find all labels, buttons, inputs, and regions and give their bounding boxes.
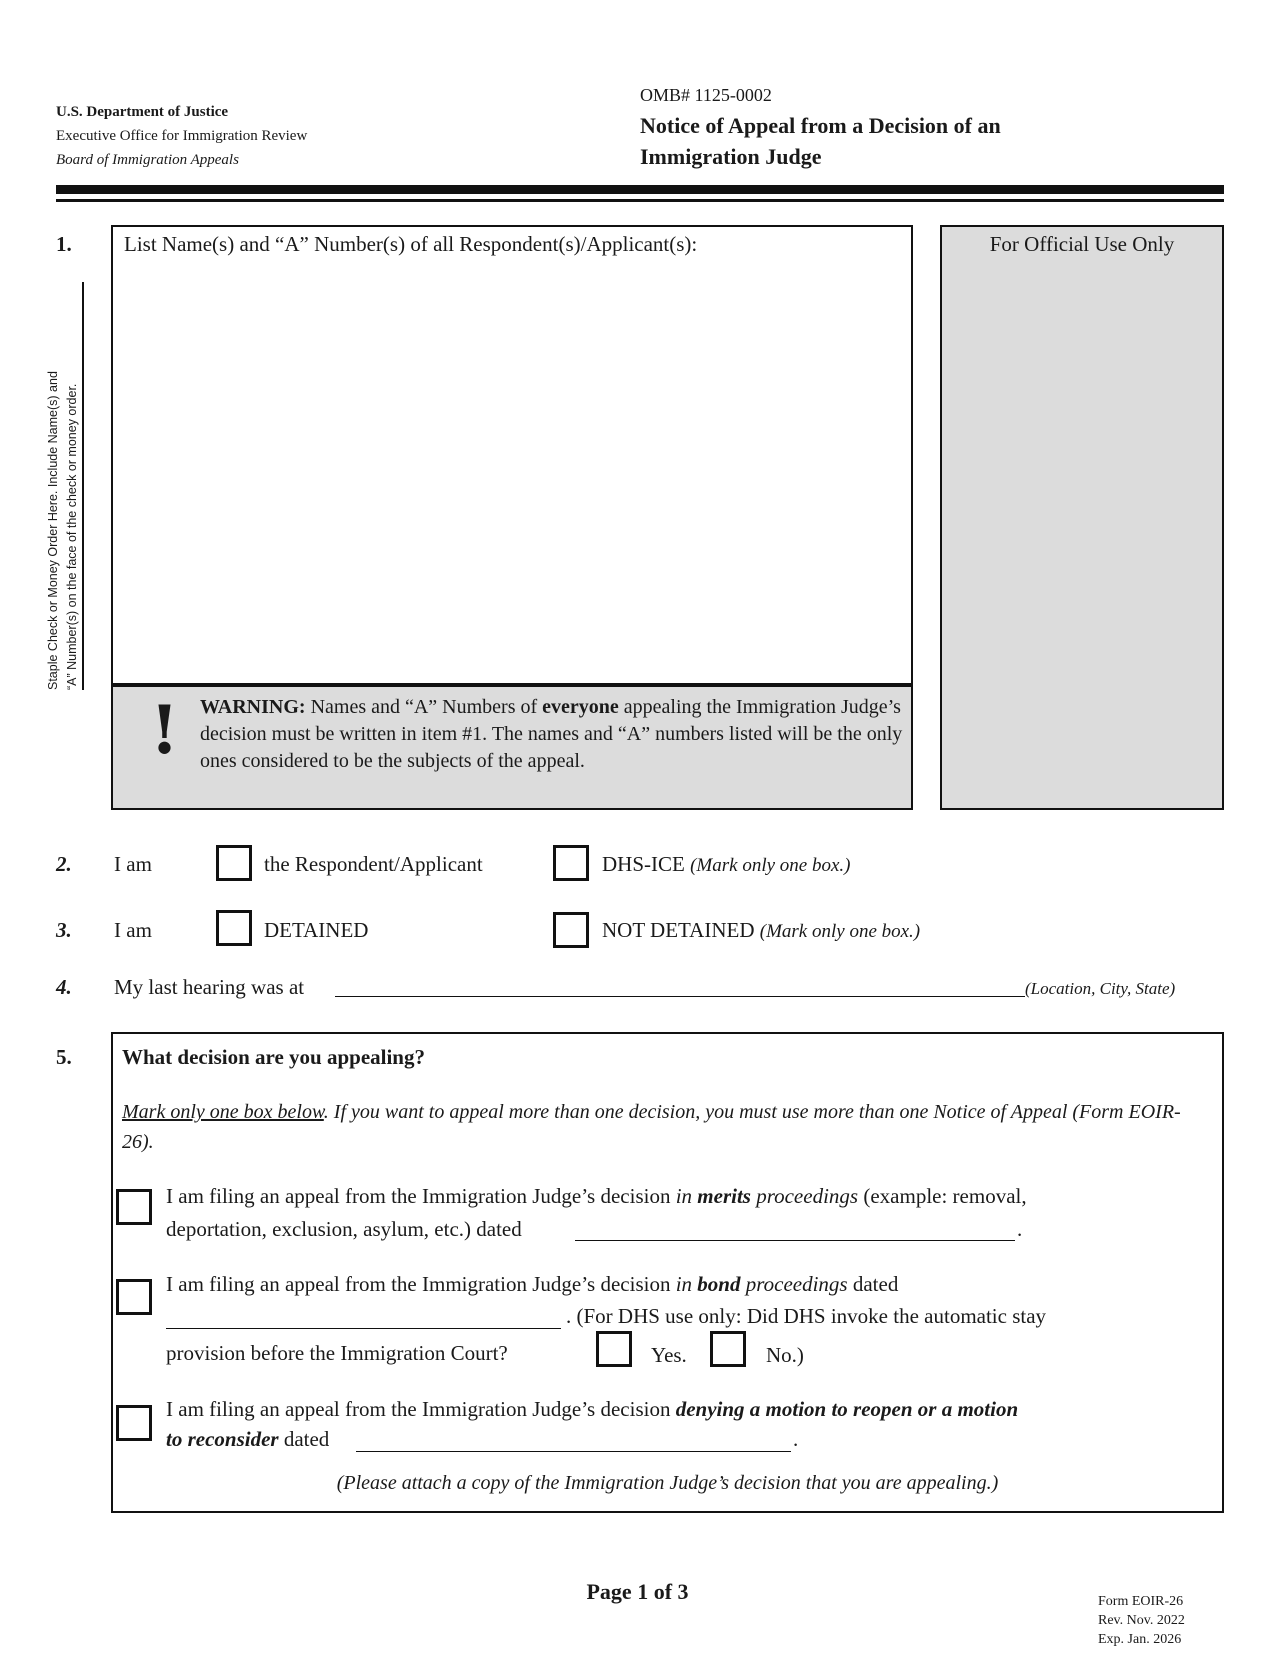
detained-checkbox[interactable] [216,910,252,946]
form-title-line1: Notice of Appeal from a Decision of an [640,113,1001,138]
merits-option-line2: deportation, exclusion, asylum, etc.) dated [166,1217,522,1241]
header-rule-thick [56,185,1224,194]
item-2-lead: I am [114,852,152,876]
respondent-checkbox[interactable] [216,845,252,881]
respondent-option-label: the Respondent/Applicant [264,852,483,876]
merits-period: . [1017,1217,1023,1241]
form-number: Form EOIR-26 [1098,1594,1184,1609]
merits-checkbox[interactable] [116,1189,152,1225]
stay-yes-label: Yes. [651,1343,687,1367]
stay-no-checkbox[interactable] [710,1331,746,1367]
decision-question: What decision are you appealing? [122,1045,425,1069]
reopen-date-input[interactable] [356,1451,791,1452]
staple-divider [82,282,84,690]
item-2-number: 2. [56,852,72,876]
staple-line-2: “A” Number(s) on the face of the check or money order. [65,383,79,690]
last-hearing-hint: (Location, City, State) [1025,979,1176,998]
warning-icon: ! [150,691,179,769]
merits-option-line1: I am filing an appeal from the Immigration Judge’s decision in merits proceedings (example: removal, [166,1184,1027,1208]
staple-line-1: Staple Check or Money Order Here. Include Name(s) and [46,371,60,690]
office-name: Executive Office for Immigration Review [56,128,308,144]
form-revision: Rev. Nov. 2022 [1098,1613,1185,1628]
item-4-number: 4. [56,975,72,999]
warning-text: WARNING: Names and “A” Numbers of everyone appealing the Immigration Judge’s decision must be written in item #1. The names and “A” numbers listed will be the only ones considered to be the subjects of the appeal. [200,696,903,772]
reopen-option-line1: I am filing an appeal from the Immigration Judge’s decision denying a motion to reopen or a motion [166,1397,1019,1421]
not-detained-option: NOT DETAINED (Mark only one box.) [602,918,921,942]
bond-option-line3: provision before the Immigration Court? [166,1341,508,1365]
form-title-line2: Immigration Judge [640,144,822,169]
form-id-block [1098,1592,1185,1649]
attach-note: (Please attach a copy of the Immigration Judge’s decision that you are appealing.) [336,1472,999,1494]
last-hearing-label: My last hearing was at [114,975,305,999]
bond-option-line2: . (For DHS use only: Did DHS invoke the automatic stay [566,1304,1047,1328]
merits-date-input[interactable] [575,1240,1015,1241]
official-use-box [940,225,1224,810]
page-number: Page 1 of 3 [586,1579,689,1604]
item-1-number: 1. [56,232,72,256]
item-3-number: 3. [56,918,72,942]
dhs-ice-option: DHS-ICE (Mark only one box.) [602,852,851,876]
official-use-label: For Official Use Only [989,232,1175,256]
item-3-lead: I am [114,918,152,942]
dhs-ice-checkbox[interactable] [553,845,589,881]
item-5-number: 5. [56,1045,72,1069]
omb-number: OMB# 1125-0002 [640,85,772,105]
form-title [640,110,1100,172]
agency-block [56,100,307,172]
reopen-period: . [793,1427,799,1451]
reopen-option-line2: to reconsider dated [166,1427,330,1451]
staple-instructions [44,290,82,690]
detained-option-label: DETAINED [264,918,369,942]
form-expiration: Exp. Jan. 2026 [1098,1632,1182,1647]
bond-option-line1: I am filing an appeal from the Immigration Judge’s decision in bond proceedings dated [166,1272,899,1296]
not-detained-checkbox[interactable] [553,912,589,948]
stay-yes-checkbox[interactable] [596,1331,632,1367]
bond-checkbox[interactable] [116,1279,152,1315]
stay-no-label: No.) [766,1343,804,1367]
reopen-checkbox[interactable] [116,1405,152,1441]
last-hearing-input[interactable] [335,996,1025,997]
department-name: U.S. Department of Justice [56,104,229,120]
respondent-names-label: List Name(s) and “A” Number(s) of all Respondent(s)/Applicant(s): [124,232,698,256]
header-rule-thin [56,199,1224,202]
warning-lead: WARNING: [200,696,306,718]
board-name: Board of Immigration Appeals [56,152,239,168]
decision-instructions: Mark only one box below. If you want to appeal more than one decision, you must use more than one Notice of Appeal (Form EOIR-26). [122,1101,1181,1153]
bond-date-input[interactable] [166,1328,561,1329]
